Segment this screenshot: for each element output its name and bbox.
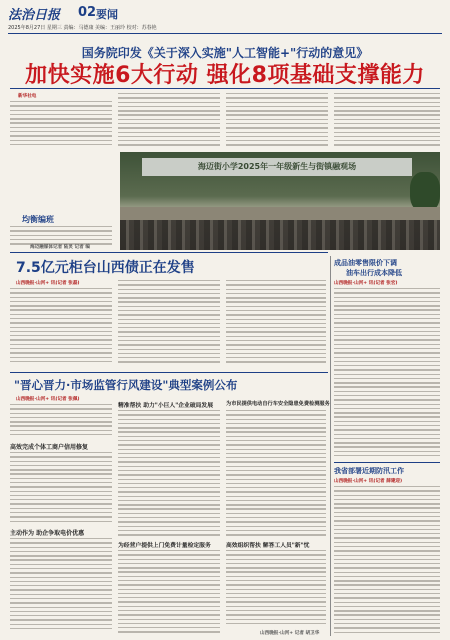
- rightcol-subhead-1: 为市民提供电动自行车安全隐患免费检测服务: [226, 401, 330, 407]
- rightcol-byline: 山西晚报·山河+ 记者 胡卫华: [260, 631, 320, 636]
- column-divider: [330, 256, 331, 636]
- bond-body-col3: [226, 280, 326, 368]
- lead-body-col4: [334, 93, 440, 149]
- right-story-byline: 山西晚报·山河+ 讯(记者 张宏): [334, 281, 398, 286]
- photo-banner: 海迈街小学2025年一年级新生与街镇融观场: [142, 158, 412, 176]
- right-story-title-2: 油车出行成本降低: [346, 269, 402, 277]
- school-photo: [120, 152, 440, 250]
- bond-body-col1: [10, 288, 112, 368]
- lead-byline: 新华社电: [18, 94, 37, 99]
- lead-kicker: 国务院印发《关于深入实施"人工智能+"行动的意见》: [81, 46, 369, 60]
- middle-body-a: [118, 410, 220, 538]
- divider: [10, 372, 328, 373]
- dateline: 2025年8月27日 星期三 责编：马德康 美编：王丽玲 校对：苏春艳: [8, 24, 442, 34]
- photo-crowd: [120, 220, 440, 250]
- lead-body-col3: [226, 93, 328, 149]
- photo-caption-title: 均衡编班: [22, 215, 54, 224]
- jin-headline: "晋心晋力·市场监管行风建设"典型案例公布: [14, 378, 238, 392]
- photo-tree: [410, 172, 440, 212]
- right-story-title-1: 成品油零售限价下调: [334, 259, 397, 267]
- mall-story-byline: 山西晚报·山河+ 讯(记者 薛建迎): [334, 479, 403, 484]
- jin-byline: 山西晚报·山河+ 讯(记者 张佩): [16, 397, 80, 402]
- divider: [334, 462, 440, 463]
- right-story-body: [334, 288, 440, 460]
- bond-body-col2: [118, 280, 220, 368]
- middle-subhead-2: 为经营户提供上门免费计量检定服务: [118, 543, 211, 549]
- bond-headline: 7.5亿元柜台山西债正在发售: [16, 260, 195, 276]
- jin-subhead-1: 高效完成个体工商户信用修复: [10, 444, 89, 451]
- photo-caption-byline: 海迈融媒体记者 陆灵 记者 编: [30, 245, 90, 250]
- lead-headline: 加快实施6大行动 强化8项基础支撑能力: [25, 63, 425, 88]
- lead-body-col1: [10, 101, 112, 149]
- middle-subhead-1: 精准帮扶 助力"小巨人"企业破局发展: [118, 403, 214, 409]
- section-title: 要闻: [96, 8, 118, 21]
- mall-story-body: [334, 486, 440, 636]
- jin-subhead-2: 主动作为 助企争取电价优惠: [10, 530, 85, 537]
- divider: [10, 88, 440, 89]
- jin-body-col1a: [10, 404, 112, 440]
- page-number: 02: [78, 5, 97, 20]
- bond-byline: 山西晚报·山河+ 讯(记者 张磊): [16, 281, 80, 286]
- jin-body-col1c: [10, 538, 112, 636]
- divider: [10, 252, 328, 253]
- rightcol-subhead-2: 高效组织帮扶 解答工人员"新"忧: [226, 543, 310, 549]
- mall-story-title: 我省部署近期防汛工作: [334, 467, 404, 475]
- lead-body-col2: [118, 93, 220, 149]
- newspaper-logo: 法治日报: [8, 8, 61, 23]
- jin-body-col1b: [10, 452, 112, 526]
- middle-body-b: [118, 550, 220, 636]
- rightcol-body-b: [226, 550, 326, 628]
- photo-stage: [120, 207, 440, 220]
- masthead: [8, 4, 442, 34]
- rightcol-body-a: [226, 410, 326, 538]
